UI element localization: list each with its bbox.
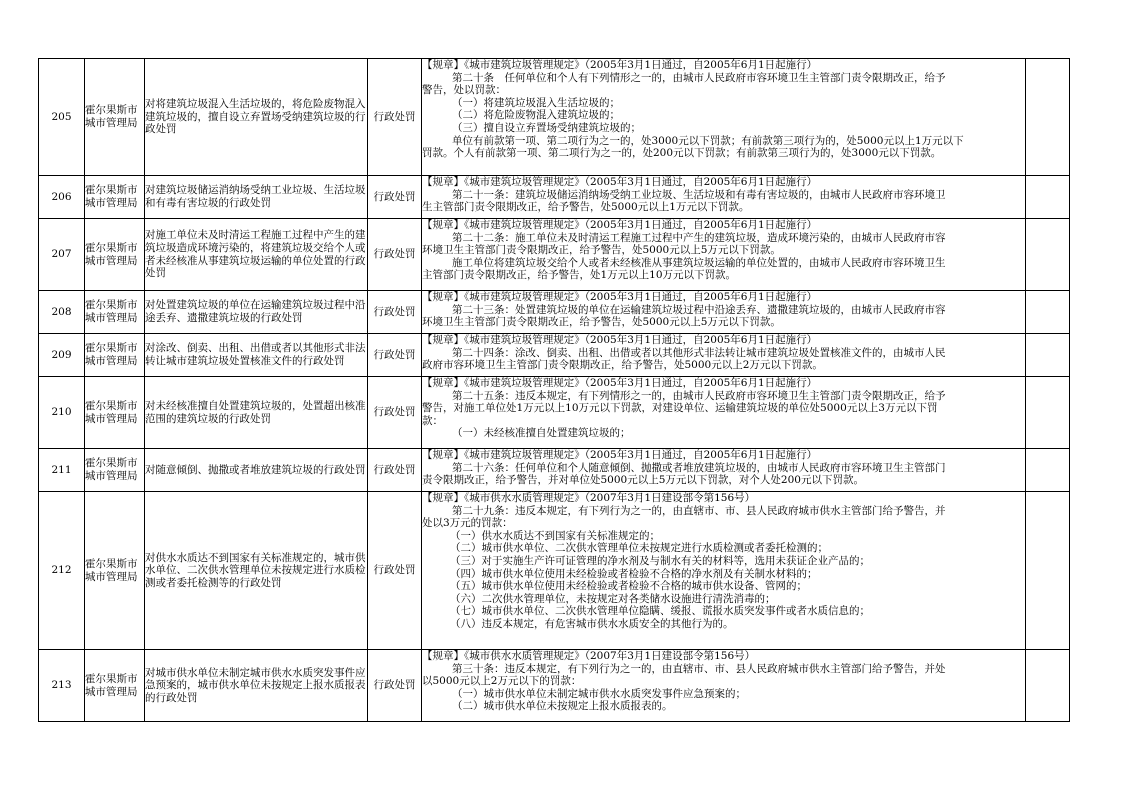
item-name-cell: 对涂改、倒卖、出租、出借或者以其他形式非法转让城市建筑垃圾处置核准文件的行政处罚: [145, 334, 368, 377]
row-number-cell: 206: [39, 176, 85, 219]
item-name-cell: 对随意倾倒、抛撒或者堆放建筑垃圾的行政处罚: [145, 449, 368, 492]
legal-basis-line: 【规章】《城市建筑垃圾管理规定》（2005年3月1日通过，自2005年6月1日起施行）: [422, 377, 818, 389]
legal-basis-line: 责令限期改正，给予警告，并对单位处5000元以上5万元以下罚款，对个人处200元以下罚款。: [422, 474, 864, 487]
remarks-cell: [1026, 219, 1070, 291]
legal-basis-line: 环境卫生主管部门责令限期改正，给予警告，处5000元以上5万元以下罚款。: [422, 316, 781, 329]
row-number-cell: 209: [39, 334, 85, 377]
item-name-cell: 对供水水质达不到国家有关标准规定的，城市供水单位、二次供水管理单位未按规定进行水质检测或者委托检测等的行政处罚: [145, 492, 368, 650]
table-row: [39, 334, 1070, 377]
penalty-table: [38, 58, 1070, 722]
row-number-cell: 213: [39, 650, 85, 722]
legal-basis-line: （二）城市供水单位、二次供水管理单位未按规定进行水质检测或者委托检测的；: [450, 542, 828, 555]
department-cell: 霍尔果斯市城市管理局: [85, 449, 145, 492]
legal-basis-line: 第二十条 任何单位和个人有下列情形之一的，由城市人民政府市容环境卫生主管部门责令限期改正，给予: [452, 71, 946, 84]
department-cell: 霍尔果斯市城市管理局: [85, 59, 145, 176]
table-body: [39, 59, 1070, 722]
legal-basis-line: （一）供水水质达不到国家有关标准规定的；: [450, 529, 660, 542]
legal-basis-line: （四）城市供水单位使用未经检验或者检验不合格的净水剂及有关制水材料的；: [450, 567, 818, 580]
legal-basis-cell: [422, 59, 1026, 176]
legal-basis-line: 罚款。个人有前款第一项、第二项行为之一的，处200元以下罚款；有前款第三项行为的，处3000元以下罚款。: [422, 147, 942, 160]
legal-basis-line: 第二十六条：任何单位和个人随意倾倒、抛撒或者堆放建筑垃圾的，由城市人民政府市容环境卫生主管部门: [452, 461, 946, 474]
department-cell: 霍尔果斯市城市管理局: [85, 377, 145, 449]
remarks-cell: [1026, 449, 1070, 492]
table-row: [39, 219, 1070, 291]
remarks-cell: [1026, 650, 1070, 722]
legal-basis-line: 【规章】《城市建筑垃圾管理规定》（2005年3月1日通过，自2005年6月1日起施行）: [422, 176, 818, 188]
legal-basis-line: 第二十二条：施工单位未及时清运工程施工过程中产生的建筑垃圾，造成环境污染的，由城市人民政府市容: [452, 231, 946, 244]
legal-basis-cell: [422, 492, 1026, 650]
department-cell: 霍尔果斯市城市管理局: [85, 492, 145, 650]
legal-basis-line: （六）二次供水管理单位，未按规定对各类储水设施进行清洗消毒的；: [450, 592, 776, 605]
item-type-cell: 行政处罚: [368, 59, 422, 176]
legal-basis-line: （五）城市供水单位使用未经检验或者检验不合格的城市供水设备、管网的；: [450, 580, 807, 593]
department-cell: 霍尔果斯市城市管理局: [85, 219, 145, 291]
remarks-cell: [1026, 377, 1070, 449]
remarks-cell: [1026, 334, 1070, 377]
legal-basis-line: 施工单位将建筑垃圾交给个人或者未经核准从事建筑垃圾运输的单位处置的，由城市人民政府市容环境卫生: [452, 256, 946, 269]
legal-basis-line: 生主管部门责令限期改正，给予警告，处5000元以上1万元以下罚款。: [422, 201, 750, 214]
table-row: [39, 650, 1070, 722]
item-name-cell: 对建筑垃圾储运消纳场受纳工业垃圾、生活垃圾和有毒有害垃圾的行政处罚: [145, 176, 368, 219]
legal-basis-line: 【规章】《城市供水水质管理规定》（2007年3月1日建设部令第156号）: [422, 492, 756, 504]
legal-basis-line: （二）城市供水单位未按规定上报水质报表的。: [452, 700, 673, 713]
item-name-cell: 对将建筑垃圾混入生活垃圾的，将危险废物混入建筑垃圾的，擅自设立弃置场受纳建筑垃圾的行政处罚: [145, 59, 368, 176]
legal-basis-line: 警告，处以罚款：: [422, 84, 506, 97]
item-type-cell: 行政处罚: [368, 176, 422, 219]
legal-basis-line: （三）对于实施生产许可证管理的净水剂及与制水有关的材料等，选用未获证企业产品的；: [450, 554, 870, 567]
row-number-cell: 212: [39, 492, 85, 650]
legal-basis-line: 第二十一条：建筑垃圾储运消纳场受纳工业垃圾、生活垃圾和有毒有害垃圾的，由城市人民政府市容环境卫: [452, 188, 946, 201]
item-type-cell: 行政处罚: [368, 492, 422, 650]
legal-basis-line: 以5000元以上2万元以下的罚款：: [422, 675, 582, 688]
legal-basis-line: 政府市容环境卫生主管部门责令限期改正，给予警告，处5000元以上2万元以下罚款。: [422, 359, 823, 372]
legal-basis-line: 【规章】《城市建筑垃圾管理规定》（2005年3月1日通过，自2005年6月1日起施行）: [422, 59, 818, 71]
legal-basis-line: 第二十三条：处置建筑垃圾的单位在运输建筑垃圾过程中沿途丢弃、遗撒建筑垃圾的，由城市人民政府市容: [452, 303, 946, 316]
item-name-cell: 对未经核准擅自处置建筑垃圾的，处置超出核准范围的建筑垃圾的行政处罚: [145, 377, 368, 449]
legal-basis-cell: [422, 334, 1026, 377]
legal-basis-cell: [422, 449, 1026, 492]
legal-basis-line: 【规章】《城市供水水质管理规定》（2007年3月1日建设部令第156号）: [422, 650, 756, 662]
legal-basis-cell: [422, 291, 1026, 334]
legal-basis-cell: [422, 650, 1026, 722]
row-number-cell: 208: [39, 291, 85, 334]
remarks-cell: [1026, 492, 1070, 650]
table-row: [39, 59, 1070, 176]
table-row: [39, 291, 1070, 334]
legal-basis-line: 【规章】《城市建筑垃圾管理规定》（2005年3月1日通过，自2005年6月1日起施行）: [422, 219, 818, 231]
item-name-cell: 对施工单位未及时清运工程施工过程中产生的建筑垃圾造成环境污染的，将建筑垃圾交给个人或者未经核准从事建筑垃圾运输的单位处置的行政处罚: [145, 219, 368, 291]
legal-basis-line: 第二十五条：违反本规定，有下列情形之一的，由城市人民政府市容环境卫生主管部门责令限期改正，给予: [452, 389, 946, 402]
item-type-cell: 行政处罚: [368, 334, 422, 377]
legal-basis-cell: [422, 377, 1026, 449]
row-number-cell: 210: [39, 377, 85, 449]
legal-basis-line: 单位有前款第一项、第二项行为之一的，处3000元以下罚款；有前款第三项行为的，处5000元以上1万元以下: [452, 134, 964, 147]
row-number-cell: 205: [39, 59, 85, 176]
department-cell: 霍尔果斯市城市管理局: [85, 650, 145, 722]
legal-basis-cell: [422, 176, 1026, 219]
legal-basis-cell: [422, 219, 1026, 291]
legal-basis-line: （一）城市供水单位未制定城市供水水质突发事件应急预案的；: [452, 687, 746, 700]
remarks-cell: [1026, 176, 1070, 219]
legal-basis-line: （七）城市供水单位、二次供水管理单位隐瞒、缓报、谎报水质突发事件或者水质信息的；: [450, 605, 870, 618]
legal-basis-line: 款：: [422, 414, 443, 427]
legal-basis-line: 警告，对施工单位处1万元以上10万元以下罚款，对建设单位、运输建筑垃圾的单位处5000元以上3万元以下罚: [422, 402, 938, 415]
table-row: [39, 176, 1070, 219]
legal-basis-line: 第二十四条：涂改、倒卖、出租、出借或者以其他形式非法转让城市建筑垃圾处置核准文件的，由城市人民: [452, 346, 946, 359]
legal-basis-line: 环境卫生主管部门责令限期改正，给予警告，处5000元以上5万元以下罚款。: [422, 244, 781, 257]
department-cell: 霍尔果斯市城市管理局: [85, 176, 145, 219]
table-row: [39, 449, 1070, 492]
legal-basis-line: （八）违反本规定，有危害城市供水水质安全的其他行为的。: [450, 617, 734, 630]
table-row: [39, 377, 1070, 449]
remarks-cell: [1026, 291, 1070, 334]
legal-basis-line: 处以3万元的罚款：: [422, 517, 513, 530]
item-name-cell: 对城市供水单位未制定城市供水水质突发事件应急预案的，城市供水单位未按规定上报水质报表的行政处罚: [145, 650, 368, 722]
legal-basis-line: （二）将危险废物混入建筑垃圾的；: [452, 109, 620, 122]
item-type-cell: 行政处罚: [368, 219, 422, 291]
item-name-cell: 对处置建筑垃圾的单位在运输建筑垃圾过程中沿途丢弃、遗撒建筑垃圾的行政处罚: [145, 291, 368, 334]
legal-basis-line: （三）擅自设立弃置场受纳建筑垃圾的；: [452, 121, 641, 134]
table-row: [39, 492, 1070, 650]
item-type-cell: 行政处罚: [368, 650, 422, 722]
item-type-cell: 行政处罚: [368, 377, 422, 449]
legal-basis-line: 第二十九条：违反本规定，有下列行为之一的，由直辖市、市、县人民政府城市供水主管部门给予警告，并: [452, 504, 946, 517]
legal-basis-line: （一）将建筑垃圾混入生活垃圾的；: [452, 96, 620, 109]
remarks-cell: [1026, 59, 1070, 176]
legal-basis-line: 第三十条：违反本规定，有下列行为之一的，由直辖市、市、县人民政府城市供水主管部门给予警告，并处: [452, 662, 946, 675]
row-number-cell: 207: [39, 219, 85, 291]
item-type-cell: 行政处罚: [368, 291, 422, 334]
legal-basis-line: 【规章】《城市建筑垃圾管理规定》（2005年3月1日通过，自2005年6月1日起施行）: [422, 334, 818, 346]
legal-basis-line: （一）未经核准擅自处置建筑垃圾的；: [452, 427, 631, 440]
row-number-cell: 211: [39, 449, 85, 492]
department-cell: 霍尔果斯市城市管理局: [85, 334, 145, 377]
legal-basis-line: 【规章】《城市建筑垃圾管理规定》（2005年3月1日通过，自2005年6月1日起施行）: [422, 291, 818, 303]
item-type-cell: 行政处罚: [368, 449, 422, 492]
legal-basis-line: 【规章】《城市建筑垃圾管理规定》（2005年3月1日通过，自2005年6月1日起施行）: [422, 449, 818, 461]
department-cell: 霍尔果斯市城市管理局: [85, 291, 145, 334]
legal-basis-line: 主管部门责令限期改正，给予警告，处1万元以上10万元以下罚款。: [422, 269, 737, 282]
